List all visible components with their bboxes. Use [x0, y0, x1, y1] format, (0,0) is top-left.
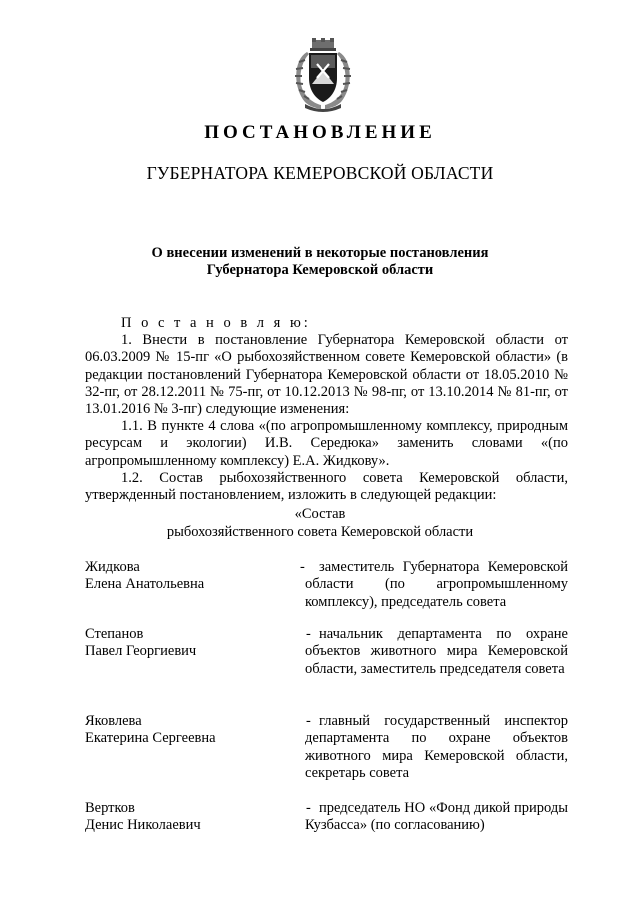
member-role: заместитель Губернатора Кемеровской области (по агропромышленному комплексу), председатель совета	[305, 559, 568, 610]
member-dash: -	[300, 559, 305, 575]
paragraph-1-2: 1.2. Состав рыбохозяйственного совета Кемеровской области, утвержденный постановлением, изложить в следующей редакции:	[85, 469, 568, 504]
composition-title-line-2: рыбохозяйственного совета Кемеровской области	[166, 523, 474, 540]
member-role: председатель НО «Фонд дикой природы Кузбасса» (по согласованию)	[305, 800, 568, 834]
member-surname: Вертков	[85, 800, 135, 816]
member-name	[85, 713, 295, 748]
member-dash: -	[306, 713, 311, 729]
member-surname: Яковлева	[85, 713, 142, 729]
member-name	[85, 626, 295, 661]
member-role: начальник департамента по охране объектов животного мира Кемеровской области, заместитель председателя совета	[305, 626, 568, 677]
member-given-name: Елена Анатольевна	[85, 576, 205, 593]
kemerovo-coat-of-arms-icon	[291, 38, 355, 114]
member-name	[85, 559, 295, 594]
paragraph-1-1: 1.1. В пункте 4 слова «(по агропромышленному комплексу, природным ресурсам и экологии) И.В. Середюка» заменить словами «(по агропромышленному комплексу) Е.А. Жидкову».	[85, 418, 568, 469]
document-type-title: ПОСТАНОВЛЕНИЕ	[204, 122, 436, 143]
subject-line-2: Губернатора Кемеровской области	[206, 262, 434, 278]
composition-title-line-1: «Состав	[294, 506, 346, 522]
member-surname: Степанов	[85, 626, 144, 642]
member-dash: -	[306, 626, 311, 642]
paragraph-1: 1. Внести в постановление Губернатора Кемеровской области от 06.03.2009 № 15-пг «О рыбохозяйственном совете Кемеровской области» (в редакции постановлений Губернатора Кемеровской области от 18.05.2010 № 32-пг, от 28.12.2011 № 75-пг, от 10.12.2013 № 98-пг, от 13.10.2014 № 81-пг, от 13.01.2016 № 3-пг) следующие изменения:	[85, 332, 568, 418]
member-role: главный государственный инспектор департамента по охране объектов животного мира Кемеровской области, секретарь совета	[305, 713, 568, 782]
decree-word: П о с т а н о в л я ю:	[121, 315, 311, 331]
member-name	[85, 800, 295, 835]
member-given-name: Павел Георгиевич	[85, 643, 197, 660]
document-author: ГУБЕРНАТОРА КЕМЕРОВСКОЙ ОБЛАСТИ	[146, 163, 494, 183]
composition-title	[0, 506, 640, 541]
document-subject	[0, 245, 640, 279]
subject-line-1: О внесении изменений в некоторые постановления	[151, 245, 489, 261]
member-dash: -	[306, 800, 311, 816]
member-given-name: Екатерина Сергеевна	[85, 730, 216, 747]
document-body	[85, 315, 568, 504]
member-surname: Жидкова	[85, 559, 140, 575]
member-given-name: Денис Николаевич	[85, 817, 201, 834]
